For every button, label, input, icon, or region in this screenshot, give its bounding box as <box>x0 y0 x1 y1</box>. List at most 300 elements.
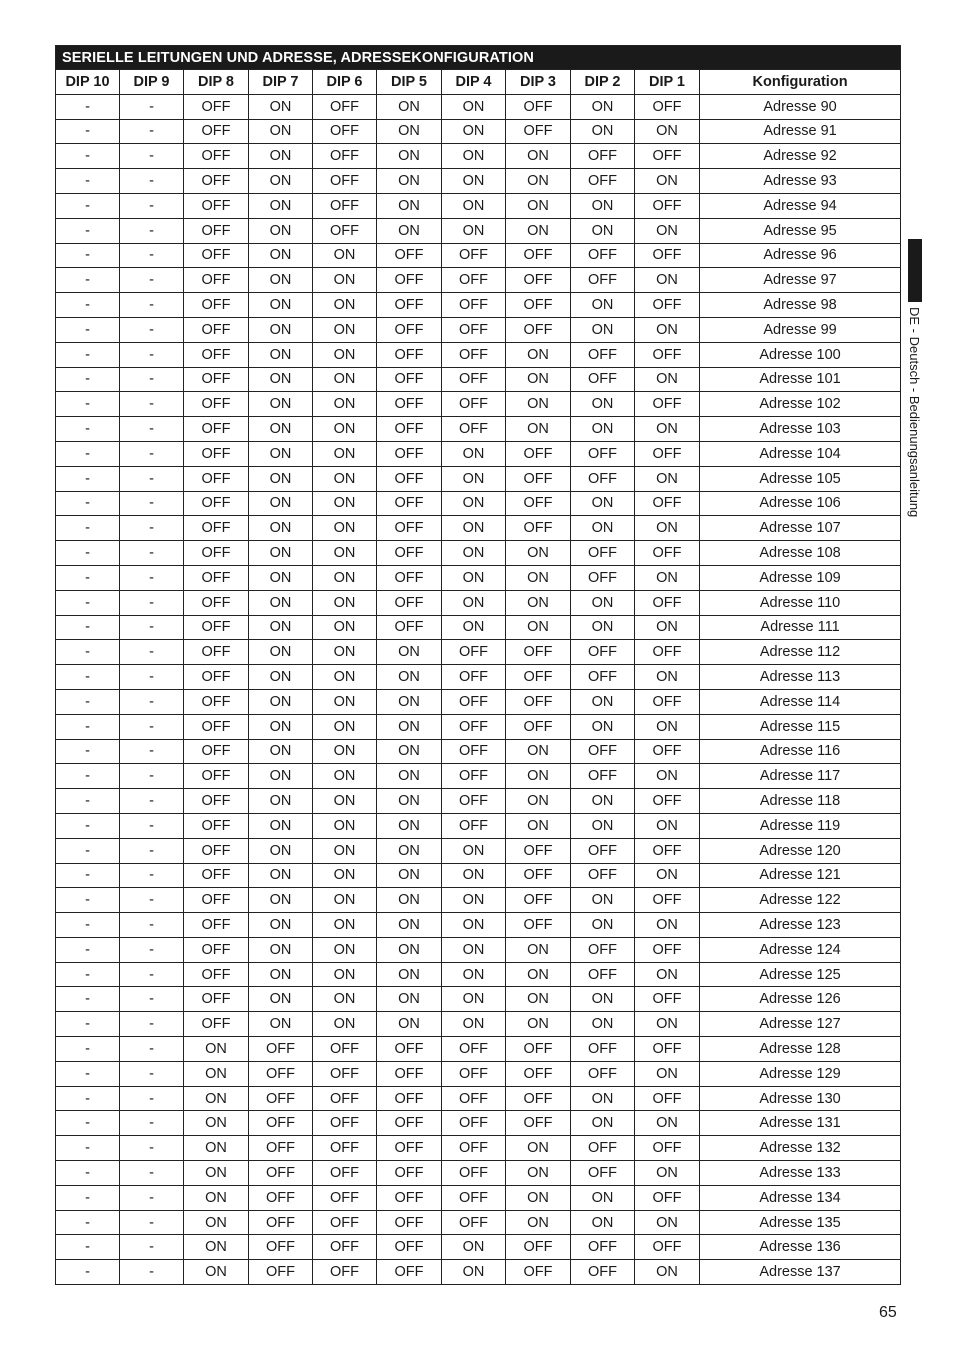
dip-cell: OFF <box>377 342 442 367</box>
table-row <box>56 268 901 293</box>
dip-cell: ON <box>571 417 635 442</box>
column-header: DIP 10 <box>56 70 120 95</box>
dip-cell: ON <box>313 268 377 293</box>
dip-cell: - <box>56 317 120 342</box>
table-row <box>56 367 901 392</box>
dip-cell: ON <box>249 1012 313 1037</box>
dip-cell: - <box>56 541 120 566</box>
table-row <box>56 317 901 342</box>
config-cell: Adresse 130 <box>700 1086 901 1111</box>
dip-cell: ON <box>313 317 377 342</box>
dip-cell: ON <box>571 1111 635 1136</box>
dip-cell: OFF <box>249 1185 313 1210</box>
dip-cell: ON <box>506 144 571 169</box>
table-row <box>56 764 901 789</box>
table-header-row <box>56 70 901 95</box>
dip-cell: - <box>120 913 184 938</box>
dip-cell: ON <box>249 317 313 342</box>
dip-cell: OFF <box>506 863 571 888</box>
dip-cell: OFF <box>184 665 249 690</box>
dip-cell: - <box>120 1111 184 1136</box>
dip-cell: OFF <box>635 1037 700 1062</box>
table-row <box>56 541 901 566</box>
dip-cell: OFF <box>184 615 249 640</box>
table-row <box>56 937 901 962</box>
dip-cell: - <box>56 1012 120 1037</box>
dip-cell: OFF <box>442 739 506 764</box>
dip-cell: OFF <box>184 739 249 764</box>
dip-cell: OFF <box>506 838 571 863</box>
dip-cell: OFF <box>571 1235 635 1260</box>
dip-cell: - <box>120 838 184 863</box>
config-cell: Adresse 92 <box>700 144 901 169</box>
dip-cell: OFF <box>571 665 635 690</box>
dip-cell: ON <box>249 888 313 913</box>
dip-cell: ON <box>249 94 313 119</box>
dip-cell: OFF <box>184 243 249 268</box>
dip-cell: - <box>56 615 120 640</box>
dip-cell: OFF <box>571 466 635 491</box>
dip-cell: OFF <box>184 441 249 466</box>
dip-cell: ON <box>635 1061 700 1086</box>
dip-cell: ON <box>571 392 635 417</box>
dip-cell: ON <box>442 516 506 541</box>
dip-cell: ON <box>249 268 313 293</box>
dip-cell: - <box>56 1086 120 1111</box>
dip-cell: ON <box>313 1012 377 1037</box>
dip-cell: OFF <box>635 541 700 566</box>
dip-cell: ON <box>571 1086 635 1111</box>
dip-cell: OFF <box>313 193 377 218</box>
dip-cell: OFF <box>635 789 700 814</box>
dip-cell: ON <box>249 392 313 417</box>
dip-cell: OFF <box>506 441 571 466</box>
dip-cell: OFF <box>313 119 377 144</box>
dip-cell: OFF <box>249 1235 313 1260</box>
config-cell: Adresse 122 <box>700 888 901 913</box>
config-cell: Adresse 101 <box>700 367 901 392</box>
dip-cell: OFF <box>571 1161 635 1186</box>
dip-cell: ON <box>184 1037 249 1062</box>
dip-cell: OFF <box>184 913 249 938</box>
dip-cell: OFF <box>377 1185 442 1210</box>
table-title-row <box>56 46 901 70</box>
dip-cell: ON <box>635 714 700 739</box>
dip-cell: ON <box>442 590 506 615</box>
dip-cell: OFF <box>184 764 249 789</box>
dip-cell: ON <box>571 590 635 615</box>
dip-cell: ON <box>571 1012 635 1037</box>
table-row <box>56 94 901 119</box>
dip-cell: OFF <box>442 813 506 838</box>
dip-cell: ON <box>313 863 377 888</box>
dip-cell: OFF <box>635 937 700 962</box>
dip-cell: OFF <box>313 1210 377 1235</box>
dip-cell: ON <box>635 516 700 541</box>
dip-cell: ON <box>249 293 313 318</box>
dip-cell: ON <box>313 293 377 318</box>
dip-cell: OFF <box>442 1061 506 1086</box>
config-cell: Adresse 128 <box>700 1037 901 1062</box>
dip-cell: - <box>120 441 184 466</box>
dip-cell: ON <box>249 615 313 640</box>
dip-cell: OFF <box>506 516 571 541</box>
config-cell: Adresse 133 <box>700 1161 901 1186</box>
dip-cell: - <box>120 714 184 739</box>
column-header: DIP 4 <box>442 70 506 95</box>
dip-cell: ON <box>635 268 700 293</box>
config-cell: Adresse 93 <box>700 169 901 194</box>
table-row <box>56 243 901 268</box>
dip-cell: ON <box>249 838 313 863</box>
dip-cell: ON <box>313 565 377 590</box>
table-row <box>56 1037 901 1062</box>
dip-cell: OFF <box>184 491 249 516</box>
dip-cell: ON <box>377 739 442 764</box>
dip-cell: - <box>120 590 184 615</box>
dip-cell: ON <box>506 541 571 566</box>
dip-cell: ON <box>313 367 377 392</box>
dip-cell: ON <box>313 764 377 789</box>
dip-cell: ON <box>377 193 442 218</box>
dip-cell: OFF <box>442 789 506 814</box>
dip-cell: ON <box>442 962 506 987</box>
config-cell: Adresse 94 <box>700 193 901 218</box>
dip-cell: OFF <box>249 1037 313 1062</box>
config-cell: Adresse 91 <box>700 119 901 144</box>
dip-cell: ON <box>506 615 571 640</box>
dip-cell: ON <box>442 491 506 516</box>
dip-cell: - <box>120 863 184 888</box>
dip-cell: - <box>120 1037 184 1062</box>
dip-cell: OFF <box>184 565 249 590</box>
dip-cell: OFF <box>506 317 571 342</box>
dip-cell: ON <box>377 813 442 838</box>
dip-cell: ON <box>442 615 506 640</box>
dip-cell: - <box>56 1111 120 1136</box>
dip-cell: OFF <box>635 193 700 218</box>
dip-cell: ON <box>506 739 571 764</box>
table-row <box>56 516 901 541</box>
table-row <box>56 1260 901 1285</box>
dip-cell: ON <box>313 243 377 268</box>
dip-cell: OFF <box>442 243 506 268</box>
dip-cell: - <box>56 367 120 392</box>
dip-cell: ON <box>249 565 313 590</box>
config-cell: Adresse 136 <box>700 1235 901 1260</box>
dip-cell: ON <box>506 565 571 590</box>
dip-cell: ON <box>442 913 506 938</box>
dip-cell: ON <box>184 1210 249 1235</box>
dip-cell: - <box>56 913 120 938</box>
dip-cell: ON <box>571 714 635 739</box>
dip-cell: OFF <box>249 1161 313 1186</box>
dip-cell: OFF <box>506 1260 571 1285</box>
dip-cell: ON <box>506 1012 571 1037</box>
dip-cell: ON <box>571 987 635 1012</box>
dip-cell: OFF <box>184 541 249 566</box>
dip-cell: ON <box>506 937 571 962</box>
dip-cell: ON <box>506 789 571 814</box>
dip-cell: OFF <box>377 1235 442 1260</box>
dip-cell: ON <box>249 987 313 1012</box>
table-row <box>56 714 901 739</box>
dip-cell: ON <box>313 466 377 491</box>
table-row <box>56 789 901 814</box>
dip-cell: ON <box>377 937 442 962</box>
dip-cell: OFF <box>635 491 700 516</box>
dip-cell: OFF <box>377 1161 442 1186</box>
dip-cell: ON <box>635 813 700 838</box>
dip-cell: OFF <box>442 640 506 665</box>
dip-cell: ON <box>635 1161 700 1186</box>
dip-cell: OFF <box>377 367 442 392</box>
dip-cell: OFF <box>313 218 377 243</box>
table-row <box>56 441 901 466</box>
config-cell: Adresse 112 <box>700 640 901 665</box>
dip-cell: - <box>120 417 184 442</box>
dip-cell: ON <box>635 119 700 144</box>
dip-cell: ON <box>571 913 635 938</box>
table-row <box>56 838 901 863</box>
dip-cell: OFF <box>506 1086 571 1111</box>
dip-cell: OFF <box>377 1136 442 1161</box>
config-cell: Adresse 95 <box>700 218 901 243</box>
config-cell: Adresse 99 <box>700 317 901 342</box>
dip-cell: OFF <box>377 590 442 615</box>
dip-cell: ON <box>635 665 700 690</box>
dip-cell: ON <box>249 417 313 442</box>
dip-cell: OFF <box>571 342 635 367</box>
dip-cell: - <box>120 243 184 268</box>
dip-cell: - <box>56 119 120 144</box>
table-row <box>56 665 901 690</box>
dip-cell: - <box>120 789 184 814</box>
dip-cell: - <box>56 342 120 367</box>
dip-cell: OFF <box>184 789 249 814</box>
dip-cell: - <box>56 565 120 590</box>
dip-cell: - <box>56 1161 120 1186</box>
table-row <box>56 1111 901 1136</box>
dip-cell: OFF <box>506 466 571 491</box>
table-row <box>56 392 901 417</box>
dip-cell: ON <box>377 962 442 987</box>
dip-cell: - <box>56 193 120 218</box>
dip-cell: OFF <box>184 689 249 714</box>
dip-cell: ON <box>377 789 442 814</box>
dip-cell: - <box>120 813 184 838</box>
dip-cell: ON <box>442 565 506 590</box>
dip-cell: OFF <box>506 491 571 516</box>
dip-cell: ON <box>377 913 442 938</box>
side-tab-label: DE - Deutsch - Bedienungsanleitung <box>907 307 922 518</box>
dip-cell: - <box>56 714 120 739</box>
dip-cell: ON <box>506 813 571 838</box>
dip-cell: ON <box>571 615 635 640</box>
dip-cell: - <box>120 317 184 342</box>
table-row <box>56 466 901 491</box>
config-cell: Adresse 108 <box>700 541 901 566</box>
dip-cell: OFF <box>571 441 635 466</box>
dip-cell: OFF <box>571 565 635 590</box>
dip-cell: OFF <box>506 689 571 714</box>
dip-cell: OFF <box>249 1061 313 1086</box>
dip-cell: OFF <box>571 144 635 169</box>
dip-cell: ON <box>377 119 442 144</box>
dip-cell: OFF <box>571 1037 635 1062</box>
config-cell: Adresse 118 <box>700 789 901 814</box>
config-cell: Adresse 125 <box>700 962 901 987</box>
dip-cell: ON <box>635 1260 700 1285</box>
dip-cell: - <box>56 293 120 318</box>
dip-cell: ON <box>442 218 506 243</box>
dip-cell: OFF <box>377 1061 442 1086</box>
dip-cell: OFF <box>377 491 442 516</box>
config-cell: Adresse 106 <box>700 491 901 516</box>
dip-cell: ON <box>249 466 313 491</box>
dip-cell: - <box>56 392 120 417</box>
config-cell: Adresse 90 <box>700 94 901 119</box>
table-row <box>56 193 901 218</box>
dip-cell: OFF <box>506 119 571 144</box>
dip-cell: OFF <box>184 838 249 863</box>
dip-cell: ON <box>313 689 377 714</box>
dip-cell: OFF <box>377 268 442 293</box>
dip-cell: OFF <box>313 94 377 119</box>
dip-cell: ON <box>249 516 313 541</box>
dip-cell: OFF <box>635 441 700 466</box>
dip-cell: OFF <box>635 888 700 913</box>
column-header: DIP 9 <box>120 70 184 95</box>
dip-cell: ON <box>571 218 635 243</box>
side-tab-marker <box>908 239 922 302</box>
dip-cell: ON <box>571 1210 635 1235</box>
dip-cell: OFF <box>249 1136 313 1161</box>
column-header: DIP 5 <box>377 70 442 95</box>
column-header: DIP 3 <box>506 70 571 95</box>
dip-cell: ON <box>313 714 377 739</box>
dip-cell: - <box>120 541 184 566</box>
dip-cell: OFF <box>442 1136 506 1161</box>
dip-cell: ON <box>635 615 700 640</box>
dip-cell: - <box>56 987 120 1012</box>
table-row <box>56 1061 901 1086</box>
dip-cell: OFF <box>184 417 249 442</box>
dip-cell: ON <box>635 367 700 392</box>
dip-cell: OFF <box>506 888 571 913</box>
config-cell: Adresse 96 <box>700 243 901 268</box>
dip-cell: ON <box>313 913 377 938</box>
dip-cell: OFF <box>635 1185 700 1210</box>
dip-cell: ON <box>313 665 377 690</box>
dip-cell: OFF <box>442 1161 506 1186</box>
dip-cell: OFF <box>506 268 571 293</box>
dip-cell: ON <box>377 764 442 789</box>
dip-cell: OFF <box>313 1235 377 1260</box>
dip-cell: - <box>56 813 120 838</box>
dip-cell: OFF <box>442 293 506 318</box>
dip-cell: OFF <box>506 243 571 268</box>
dip-cell: OFF <box>184 1012 249 1037</box>
dip-cell: ON <box>377 169 442 194</box>
dip-cell: - <box>120 491 184 516</box>
dip-cell: - <box>56 590 120 615</box>
config-cell: Adresse 117 <box>700 764 901 789</box>
dip-cell: ON <box>506 417 571 442</box>
dip-cell: ON <box>313 441 377 466</box>
dip-cell: ON <box>249 491 313 516</box>
dip-cell: ON <box>442 144 506 169</box>
table-row <box>56 1086 901 1111</box>
dip-cell: ON <box>313 962 377 987</box>
dip-cell: OFF <box>184 640 249 665</box>
dip-cell: ON <box>571 789 635 814</box>
table-row <box>56 640 901 665</box>
dip-cell: ON <box>635 218 700 243</box>
dip-cell: OFF <box>571 1061 635 1086</box>
dip-cell: ON <box>313 739 377 764</box>
dip-cell: - <box>120 689 184 714</box>
dip-cell: - <box>56 94 120 119</box>
dip-cell: ON <box>442 1012 506 1037</box>
dip-cell: - <box>120 615 184 640</box>
dip-cell: OFF <box>506 665 571 690</box>
dip-cell: OFF <box>635 590 700 615</box>
dip-cell: ON <box>442 169 506 194</box>
dip-cell: ON <box>249 144 313 169</box>
dip-cell: ON <box>506 1185 571 1210</box>
dip-cell: OFF <box>184 714 249 739</box>
dip-cell: OFF <box>571 367 635 392</box>
dip-cell: ON <box>313 392 377 417</box>
dip-cell: ON <box>249 218 313 243</box>
config-cell: Adresse 119 <box>700 813 901 838</box>
dip-cell: - <box>56 888 120 913</box>
dip-cell: - <box>120 1086 184 1111</box>
dip-cell: - <box>120 739 184 764</box>
dip-cell: OFF <box>506 1235 571 1260</box>
dip-cell: - <box>56 1136 120 1161</box>
dip-cell: - <box>120 764 184 789</box>
dip-cell: OFF <box>442 392 506 417</box>
dip-cell: OFF <box>377 441 442 466</box>
dip-cell: - <box>56 838 120 863</box>
dip-cell: ON <box>313 491 377 516</box>
dip-cell: OFF <box>442 1185 506 1210</box>
dip-cell: ON <box>249 714 313 739</box>
config-cell: Adresse 97 <box>700 268 901 293</box>
dip-cell: ON <box>249 863 313 888</box>
config-cell: Adresse 134 <box>700 1185 901 1210</box>
dip-cell: OFF <box>377 516 442 541</box>
dip-cell: - <box>120 342 184 367</box>
dip-cell: OFF <box>377 466 442 491</box>
page-number: 65 <box>879 1304 897 1321</box>
config-cell: Adresse 120 <box>700 838 901 863</box>
dip-cell: OFF <box>635 1086 700 1111</box>
dip-cell: OFF <box>184 590 249 615</box>
dip-cell: OFF <box>506 293 571 318</box>
dip-cell: ON <box>249 640 313 665</box>
dip-cell: ON <box>377 1012 442 1037</box>
dip-cell: OFF <box>184 367 249 392</box>
dip-cell: - <box>56 764 120 789</box>
dip-cell: OFF <box>313 1260 377 1285</box>
dip-cell: ON <box>635 466 700 491</box>
dip-cell: OFF <box>571 243 635 268</box>
dip-cell: - <box>120 119 184 144</box>
dip-cell: ON <box>249 665 313 690</box>
